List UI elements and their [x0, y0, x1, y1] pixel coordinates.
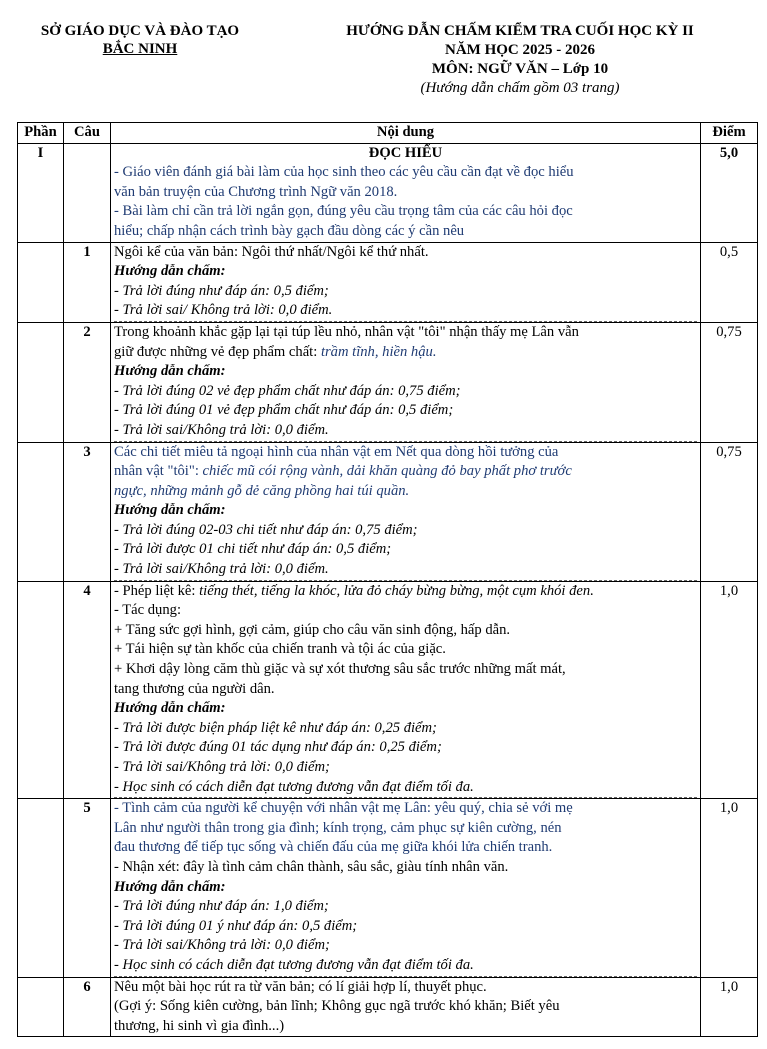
table-row — [18, 242, 758, 322]
question-content — [111, 581, 701, 799]
section-part: I — [18, 143, 64, 242]
answer-line — [114, 343, 697, 363]
criteria-line: - Trả lời sai/Không trả lời: 0,0 điểm; — [114, 759, 330, 775]
answer-line: + Tái hiện sự tàn khốc của chiến tranh và tội ác của giặc. — [114, 641, 446, 658]
criteria-line: - Trả lời sai/Không trả lời: 0,0 điểm. — [114, 421, 697, 442]
question-content — [111, 442, 701, 581]
question-score: 0,75 — [701, 322, 758, 442]
grading-table — [17, 122, 758, 1037]
answer-highlight: chiếc mũ cói rộng vành, dải khăn quàng đỏ bay phất phơ trước — [202, 463, 572, 480]
criteria-line: - Học sinh có cách diễn đạt tương đương vẫn đạt điểm tối đa. — [114, 778, 697, 799]
document-title-line-2: NĂM HỌC 2025 - 2026 — [445, 42, 595, 58]
question-score: 1,0 — [701, 799, 758, 977]
question-number: 3 — [64, 442, 111, 581]
section-intro-line: hiểu; chấp nhận cách trình bày gạch đầu dòng các ý cần nêu — [114, 222, 465, 239]
header-part: Phần — [18, 123, 64, 144]
answer-line: Lân như người thân trong gia đình; kính trọng, cảm phục sự kiên cường, nén — [114, 819, 562, 836]
answer-highlight: trầm tĩnh, hiền hậu. — [320, 343, 437, 360]
part-cell-empty — [18, 799, 64, 977]
section-intro-line: - Giáo viên đánh giá bài làm của học sinh theo các yêu cầu cần đạt về đọc hiểu — [114, 164, 574, 181]
question-content — [111, 242, 701, 322]
question-score: 0,75 — [701, 442, 758, 581]
guide-title: Hướng dẫn chấm: — [114, 502, 226, 519]
document-title-block — [290, 22, 750, 98]
question-number: 2 — [64, 322, 111, 442]
question-content — [111, 322, 701, 442]
document-title-line-3: MÔN: NGỮ VĂN – Lớp 10 — [431, 61, 609, 77]
answer-line: (Gợi ý: Sống kiên cường, bản lĩnh; Không gục ngã trước khó khăn; Biết yêu — [114, 998, 560, 1015]
table-row — [18, 322, 758, 442]
question-content — [111, 977, 701, 1037]
answer-line: Trong khoảnh khắc gặp lại tại túp lều nhỏ, nhân vật "tôi" nhận thấy mẹ Lân vẫn — [114, 323, 579, 340]
answer-text: giữ được những vẻ đẹp phẩm chất: — [114, 343, 321, 360]
header-score: Điểm — [701, 123, 758, 144]
criteria-line: - Học sinh có cách diễn đạt tương đương vẫn đạt điểm tối đa. — [114, 956, 697, 977]
answer-line — [114, 582, 697, 602]
part-cell-empty — [18, 977, 64, 1037]
question-content — [111, 799, 701, 977]
table-header-row — [18, 123, 758, 144]
answer-highlight: tiếng thét, tiếng la khóc, lửa đỏ cháy bừng bừng, một cụm khói đen. — [199, 582, 594, 599]
answer-line: - Tác dụng: — [114, 602, 182, 619]
answer-line: + Tăng sức gợi hình, gợi cảm, giúp cho câu văn sinh động, hấp dẫn. — [114, 621, 511, 638]
answer-line: thương, hi sinh vì gia đình...) — [114, 1017, 285, 1034]
table-row — [18, 977, 758, 1037]
question-number: 6 — [64, 977, 111, 1037]
answer-line: Ngôi kể của văn bản: Ngôi thứ nhất/Ngôi kể thứ nhất. — [114, 243, 429, 260]
table-row — [18, 799, 758, 977]
part-cell-empty — [18, 322, 64, 442]
answer-line: + Khơi dậy lòng căm thù giặc và sự xót thương sâu sắc trước những mất mát, — [114, 661, 566, 678]
question-number: 4 — [64, 581, 111, 799]
criteria-line: - Trả lời đúng 01 vẻ đẹp phẩm chất như đáp án: 0,5 điểm; — [114, 402, 454, 419]
document-title-line-1: HƯỚNG DẪN CHẤM KIỂM TRA CUỐI HỌC KỲ II — [346, 23, 694, 39]
department-line-1: SỞ GIÁO DỤC VÀ ĐÀO TẠO — [40, 23, 240, 39]
criteria-line: - Trả lời đúng 02-03 chi tiết như đáp án: 0,75 điểm; — [114, 521, 418, 538]
answer-line: tang thương của người dân. — [114, 680, 275, 697]
question-score: 1,0 — [701, 977, 758, 1037]
department-line-2: BẮC NINH — [102, 41, 178, 57]
answer-line — [114, 462, 697, 482]
header-content: Nội dung — [111, 123, 701, 144]
question-score: 0,5 — [701, 242, 758, 322]
header-question: Câu — [64, 123, 111, 144]
section-score: 5,0 — [701, 143, 758, 242]
section-intro-line: văn bản truyện của Chương trình Ngữ văn 2018. — [114, 183, 398, 200]
criteria-line: - Trả lời được 01 chi tiết như đáp án: 0,5 điểm; — [114, 541, 392, 558]
part-cell-empty — [18, 242, 64, 322]
question-number: 1 — [64, 242, 111, 322]
part-cell-empty — [18, 442, 64, 581]
criteria-line: - Trả lời được biện pháp liệt kê như đáp án: 0,25 điểm; — [114, 719, 437, 736]
answer-text: nhân vật "tôi": — [114, 463, 203, 480]
part-cell-empty — [18, 581, 64, 799]
answer-line: Nêu một bài học rút ra từ văn bản; có lí giải hợp lí, thuyết phục. — [114, 978, 487, 995]
document-title-note: (Hướng dẫn chấm gồm 03 trang) — [420, 80, 620, 96]
table-row — [18, 442, 758, 581]
answer-line: - Nhận xét: đây là tình cảm chân thành, sâu sắc, giàu tính nhân văn. — [114, 858, 509, 875]
guide-title: Hướng dẫn chấm: — [114, 878, 226, 895]
department-block — [20, 22, 260, 58]
guide-title: Hướng dẫn chấm: — [114, 263, 226, 280]
criteria-line: - Trả lời sai/Không trả lời: 0,0 điểm. — [114, 560, 697, 581]
criteria-line: - Trả lời đúng như đáp án: 0,5 điểm; — [114, 282, 329, 299]
section-intro-line: - Bài làm chỉ cần trả lời ngắn gọn, đúng yêu cầu trọng tâm của các câu hỏi đọc — [114, 203, 573, 220]
section-content — [111, 143, 701, 242]
criteria-line: - Trả lời đúng 02 vẻ đẹp phẩm chất như đáp án: 0,75 điểm; — [114, 382, 461, 399]
section-row — [18, 143, 758, 242]
criteria-line: - Trả lời đúng 01 ý như đáp án: 0,5 điểm; — [114, 917, 358, 934]
guide-title: Hướng dẫn chấm: — [114, 700, 226, 717]
criteria-line: - Trả lời được đúng 01 tác dụng như đáp án: 0,25 điểm; — [114, 739, 442, 756]
answer-line: ngực, những mảnh gỗ dẻ căng phồng hai túi quần. — [114, 482, 410, 499]
question-score: 1,0 — [701, 581, 758, 799]
table-row — [18, 581, 758, 799]
criteria-line: - Trả lời sai/ Không trả lời: 0,0 điểm. — [114, 301, 697, 322]
answer-line: đau thương để tiếp tục sống và chiến đấu của mẹ giữa khói lửa chiến tranh. — [114, 839, 553, 856]
answer-text: - Phép liệt kê: — [114, 582, 200, 599]
section-question-empty — [64, 143, 111, 242]
criteria-line: - Trả lời đúng như đáp án: 1,0 điểm; — [114, 898, 329, 915]
answer-line: Các chi tiết miêu tả ngoại hình của nhân vật em Nết qua dòng hồi tưởng của — [114, 443, 559, 460]
answer-line: - Tình cảm của người kể chuyện với nhân vật mẹ Lân: yêu quý, chia sẻ với mẹ — [114, 800, 573, 817]
guide-title: Hướng dẫn chấm: — [114, 363, 226, 380]
section-title: ĐỌC HIỂU — [368, 144, 443, 161]
question-number: 5 — [64, 799, 111, 977]
criteria-line: - Trả lời sai/Không trả lời: 0,0 điểm; — [114, 937, 330, 954]
